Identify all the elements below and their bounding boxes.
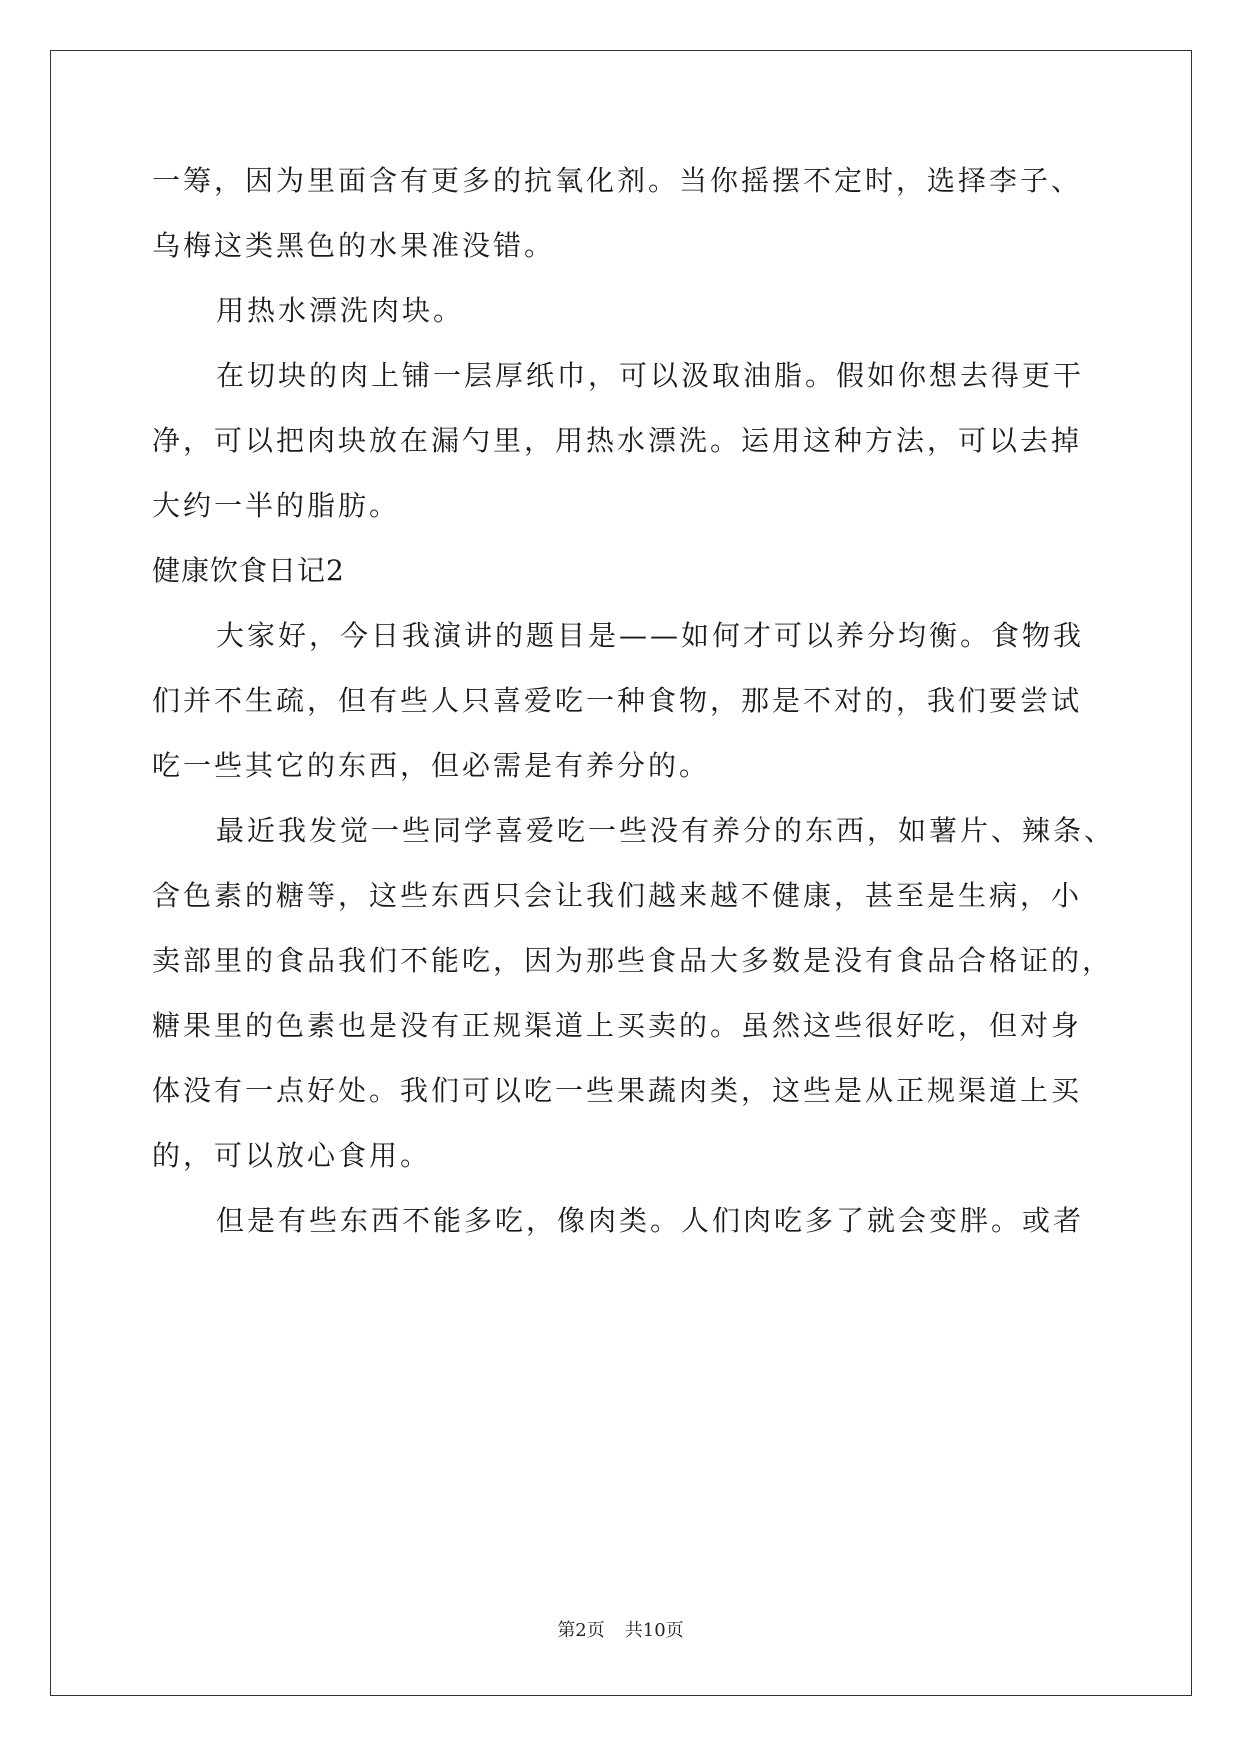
text-line: 大约一半的脂肪。 <box>152 489 401 522</box>
text-line: 吃一些其它的东西，但必需是有养分的。 <box>152 749 711 782</box>
section-heading: 健康饮食日记2 <box>152 554 345 587</box>
text-line: 一筹，因为里面含有更多的抗氧化剂。当你摇摆不定时，选择李子、 <box>152 164 1083 197</box>
text-line: 们并不生疏，但有些人只喜爱吃一种食物，那是不对的，我们要尝试 <box>152 684 1083 717</box>
page-footer <box>0 1616 1241 1642</box>
text-line: 用热水漂洗肉块。 <box>216 294 465 327</box>
document-body <box>152 148 1116 1253</box>
text-line: 大家好，今日我演讲的题目是——如何才可以养分均衡。食物我 <box>216 619 1085 652</box>
text-line: 在切块的肉上铺一层厚纸巾，可以汲取油脂。假如你想去得更干 <box>216 359 1085 392</box>
text-line: 最近我发觉一些同学喜爱吃一些没有养分的东西，如薯片、辣条、 <box>216 814 1116 847</box>
text-line: 的，可以放心食用。 <box>152 1139 432 1172</box>
text-line: 含色素的糖等，这些东西只会让我们越来越不健康，甚至是生病，小 <box>152 879 1083 912</box>
text-line: 乌梅这类黑色的水果准没错。 <box>152 229 556 262</box>
text-line: 净，可以把肉块放在漏勺里，用热水漂洗。运用这种方法，可以去掉 <box>152 424 1083 457</box>
text-line: 体没有一点好处。我们可以吃一些果蔬肉类，这些是从正规渠道上买 <box>152 1074 1083 1107</box>
text-line: 卖部里的食品我们不能吃，因为那些食品大多数是没有食品合格证的， <box>152 944 1114 977</box>
page-number-current: 第2页 <box>557 1620 605 1641</box>
text-line: 但是有些东西不能多吃，像肉类。人们肉吃多了就会变胖。或者 <box>216 1204 1085 1237</box>
page-number-total: 共10页 <box>624 1620 684 1641</box>
text-line: 糖果里的色素也是没有正规渠道上买卖的。虽然这些很好吃，但对身 <box>152 1009 1083 1042</box>
